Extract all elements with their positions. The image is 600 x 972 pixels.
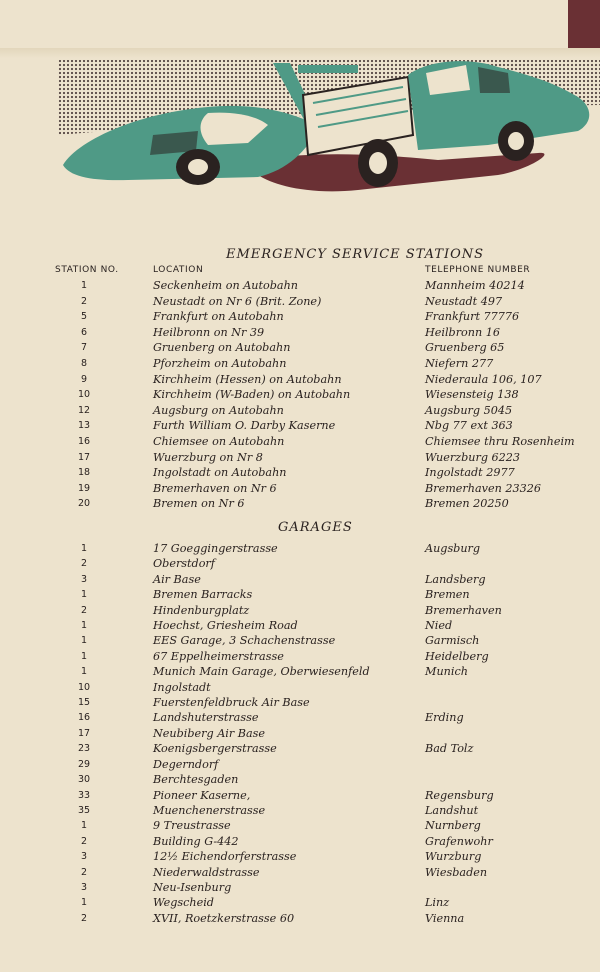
station-location: Gruenberg on Autobahn [153, 341, 291, 355]
station-number: 18 [77, 467, 91, 479]
garage-number: 16 [77, 712, 91, 724]
garage-number: 1 [80, 543, 88, 554]
table-row [0, 818, 600, 833]
table-row [0, 434, 600, 450]
garage-city: Bremerhaven [425, 603, 502, 617]
garage-location: Ingolstadt [153, 680, 211, 694]
table-row [0, 325, 600, 341]
garage-location: XVII, Roetzkerstrasse 60 [153, 911, 295, 925]
station-location: Kirchheim (Hessen) on Autobahn [153, 372, 342, 386]
garage-location: Neubiberg Air Base [153, 726, 266, 740]
station-number: 16 [77, 435, 91, 447]
garage-number: 2 [80, 866, 88, 878]
table-row [0, 587, 600, 602]
garage-city: Wiesbaden [425, 865, 488, 879]
table-row [0, 496, 600, 512]
table-row [0, 465, 600, 481]
table-row [0, 911, 600, 926]
station-number: 1 [80, 280, 88, 291]
table-row [0, 309, 600, 325]
garage-number: 10 [77, 681, 91, 693]
garage-location: Fuerstenfeldbruck Air Base [153, 696, 310, 710]
table-row [0, 849, 600, 864]
garage-number: 1 [80, 589, 88, 601]
station-location: Furth William O. Darby Kaserne [153, 419, 336, 433]
garage-number: 23 [77, 743, 91, 755]
table-row [0, 372, 600, 388]
table-row [0, 278, 600, 294]
station-telephone: Wuerzburg 6223 [425, 450, 521, 464]
garage-number: 35 [77, 804, 91, 816]
station-number: 5 [80, 311, 88, 323]
garage-location: Oberstdorf [153, 557, 215, 571]
garage-number: 1 [80, 620, 88, 632]
table-row [0, 880, 600, 895]
station-telephone: Bremen 20250 [425, 497, 509, 511]
station-telephone: Bremerhaven 23326 [425, 481, 541, 495]
station-number: 17 [77, 451, 91, 463]
garages-title: GARAGES [278, 520, 353, 535]
station-location: Bremen on Nr 6 [153, 497, 245, 511]
table-row [0, 865, 600, 880]
garage-city: Munich [425, 665, 468, 679]
station-location: Chiemsee on Autobahn [153, 434, 285, 448]
station-number: 12 [77, 404, 91, 416]
station-telephone: Augsburg 5045 [425, 403, 513, 417]
garage-location: 9 Treustrasse [153, 819, 231, 833]
garage-location: Hindenburgplatz [153, 603, 250, 617]
table-row [0, 834, 600, 849]
garage-number: 1 [80, 666, 88, 678]
station-location: Frankfurt on Autobahn [153, 310, 284, 324]
station-number: 9 [80, 373, 88, 385]
station-location: Ingolstadt on Autobahn [153, 466, 287, 480]
garage-location: Pioneer Kaserne, [153, 788, 251, 802]
garage-location: 12½ Eichendorferstrasse [153, 850, 297, 864]
table-row [0, 772, 600, 787]
garage-city: Vienna [425, 911, 465, 925]
garage-location: Muenchenerstrasse [153, 803, 266, 817]
garage-number: 3 [80, 881, 88, 893]
garage-location: Landshuterstrasse [153, 711, 259, 725]
garage-city: Bremen [425, 588, 470, 602]
station-telephone: Gruenberg 65 [425, 341, 505, 355]
station-telephone: Niederaula 106, 107 [425, 372, 542, 386]
garage-number: 1 [80, 635, 88, 647]
garage-number: 15 [77, 697, 91, 709]
station-telephone: Frankfurt 77776 [425, 310, 520, 324]
table-row [0, 481, 600, 497]
table-row [0, 803, 600, 818]
garage-city: Landsberg [425, 572, 486, 586]
station-number: 13 [77, 420, 91, 432]
garage-location: 17 Goeggingerstrasse [153, 542, 278, 555]
station-telephone: Heilbronn 16 [425, 325, 500, 339]
column-header-telephone: TELEPHONE NUMBER [425, 265, 531, 275]
garage-location: Niederwaldstrasse [153, 865, 260, 879]
garage-city: Nied [425, 619, 453, 633]
table-row [0, 450, 600, 466]
garage-city: Linz [425, 896, 450, 910]
column-header-location: LOCATION [153, 265, 204, 275]
table-row [0, 710, 600, 725]
station-location: Seckenheim on Autobahn [153, 279, 298, 292]
station-number: 6 [80, 326, 88, 338]
table-row [0, 541, 600, 556]
garage-location: Degerndorf [153, 757, 219, 771]
emergency-stations-table [0, 278, 600, 512]
station-number: 2 [80, 295, 88, 307]
garage-number: 30 [77, 774, 91, 786]
garage-location: Air Base [153, 572, 201, 586]
station-telephone: Ingolstadt 2977 [425, 466, 515, 480]
garage-number: 2 [80, 604, 88, 616]
garage-city: Wurzburg [425, 850, 482, 864]
column-header-station-no: STATION NO. [55, 265, 119, 275]
table-row [0, 664, 600, 679]
garage-city: Heidelberg [425, 649, 489, 663]
station-telephone: Niefern 277 [425, 356, 494, 370]
station-location: Heilbronn on Nr 39 [153, 325, 265, 339]
station-number: 19 [77, 482, 91, 494]
table-row [0, 788, 600, 803]
corner-tab [568, 0, 600, 48]
garages-table [0, 541, 600, 926]
station-telephone: Nbg 77 ext 363 [425, 419, 513, 433]
station-number: 7 [80, 342, 88, 354]
table-row [0, 649, 600, 664]
garage-number: 17 [77, 727, 91, 739]
garage-location: Wegscheid [153, 896, 214, 910]
garage-city: Nurnberg [425, 819, 481, 833]
table-row [0, 633, 600, 648]
garage-number: 2 [80, 835, 88, 847]
garage-location: Bremen Barracks [153, 588, 253, 602]
garage-location: Berchtesgaden [153, 773, 239, 787]
garage-location: 67 Eppelheimerstrasse [153, 649, 284, 663]
garage-number: 2 [80, 558, 88, 570]
table-row [0, 757, 600, 772]
table-row [0, 340, 600, 356]
garage-location: Munich Main Garage, Oberwiesenfeld [153, 665, 370, 679]
station-telephone: Wiesensteig 138 [425, 388, 519, 402]
garage-number: 29 [77, 758, 91, 770]
garage-city: Augsburg [425, 542, 481, 555]
garage-number: 1 [80, 650, 88, 662]
garage-number: 2 [80, 912, 88, 924]
garage-city: Grafenwohr [425, 834, 493, 848]
garage-location: Hoechst, Griesheim Road [153, 619, 298, 633]
table-row [0, 618, 600, 633]
garage-location: Neu-Isenburg [153, 880, 232, 894]
garage-number: 33 [77, 789, 91, 801]
station-number: 20 [77, 498, 91, 510]
table-row [0, 680, 600, 695]
station-location: Neustadt on Nr 6 (Brit. Zone) [153, 294, 322, 308]
station-location: Kirchheim (W-Baden) on Autobahn [153, 388, 351, 402]
station-location: Pforzheim on Autobahn [153, 356, 287, 370]
station-location: Bremerhaven on Nr 6 [153, 481, 277, 495]
table-row [0, 572, 600, 587]
table-row [0, 403, 600, 419]
garage-city: Erding [425, 711, 464, 725]
garage-number: 1 [80, 897, 88, 909]
emergency-stations-title: EMERGENCY SERVICE STATIONS [226, 247, 485, 262]
table-row [0, 726, 600, 741]
station-telephone: Neustadt 497 [425, 294, 503, 308]
table-row [0, 387, 600, 403]
station-number: 10 [77, 389, 91, 401]
garage-location: Building G-442 [153, 834, 239, 848]
garage-number: 1 [80, 820, 88, 832]
station-number: 8 [80, 357, 88, 369]
table-row [0, 294, 600, 310]
table-row [0, 695, 600, 710]
garage-city: Landshut [425, 803, 479, 817]
garage-city: Garmisch [425, 634, 480, 648]
station-telephone: Mannheim 40214 [425, 279, 525, 292]
station-location: Wuerzburg on Nr 8 [153, 450, 263, 464]
station-location: Augsburg on Autobahn [153, 403, 284, 417]
table-row [0, 603, 600, 618]
garage-city: Bad Tolz [425, 742, 474, 756]
table-row [0, 418, 600, 434]
table-row [0, 556, 600, 571]
garage-location: Koenigsbergerstrasse [153, 742, 277, 756]
garage-number: 3 [80, 573, 88, 585]
garage-city: Regensburg [425, 788, 494, 802]
garage-location: EES Garage, 3 Schachenstrasse [153, 634, 336, 648]
table-row [0, 741, 600, 756]
garage-number: 3 [80, 851, 88, 863]
tow-truck-illustration [58, 55, 600, 205]
station-telephone: Chiemsee thru Rosenheim [425, 434, 575, 448]
table-row [0, 356, 600, 372]
table-row [0, 895, 600, 910]
